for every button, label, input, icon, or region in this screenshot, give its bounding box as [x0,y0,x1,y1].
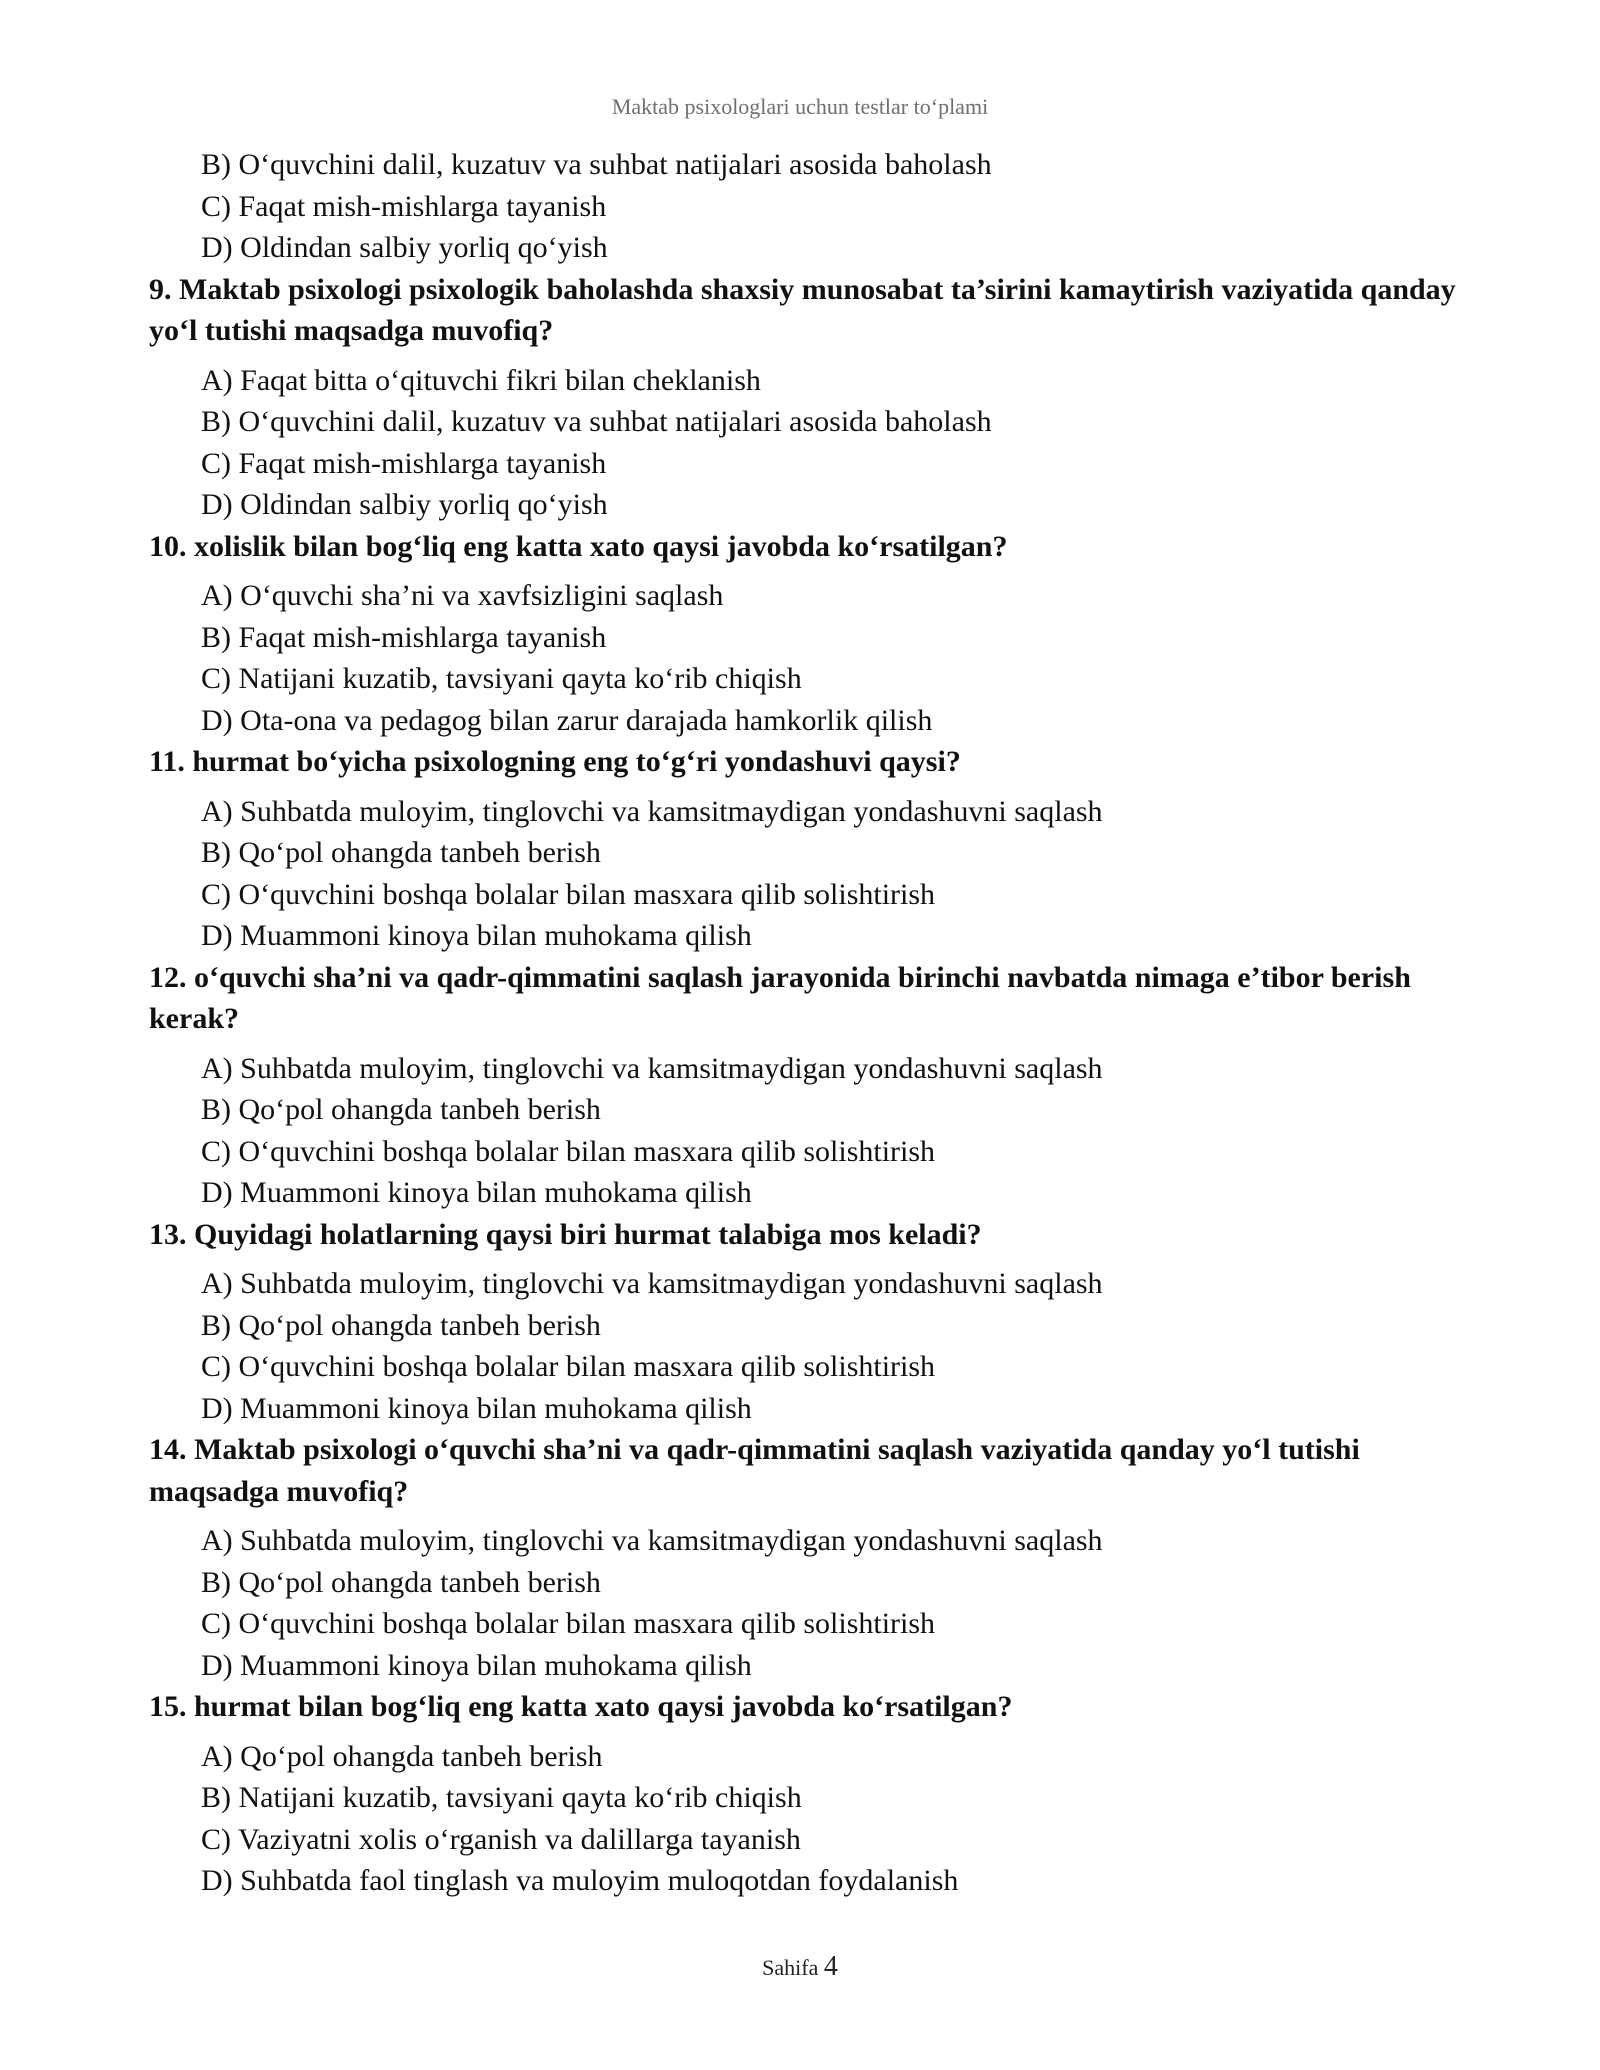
question-block [149,1686,1469,1902]
answer-option: A) Suhbatda muloyim, tinglovchi va kamsitmaydigan yondashuvni saqlash [201,1524,1103,1557]
answer-option: D) Ota-ona va pedagog bilan zarur darajada hamkorlik qilish [201,703,933,737]
answer-option: C) Vaziyatni xolis o‘rganish va dalillarga tayanish [201,1822,801,1856]
answer-option: B) Qo‘pol ohangda tanbeh berish [201,836,601,869]
question-block [149,1429,1469,1686]
answer-option: B) Natijani kuzatib, tavsiyani qayta ko‘rib chiqish [201,1781,802,1814]
answer-option: A) Suhbatda muloyim, tinglovchi va kamsitmaydigan yondashuvni saqlash [201,1267,1103,1300]
question-block [149,269,1469,526]
answer-option: B) O‘quvchini dalil, kuzatuv va suhbat natijalari asosida baholash [201,148,992,181]
question-block [149,957,1469,1214]
test-content [149,144,1469,1902]
question-text: 9. Maktab psixologi psixologik baholashda shaxsiy munosabat ta’sirini kamaytirish vaziyatida qanday yo‘l tutishi maqsadga muvofiq? [149,272,1456,347]
answer-option: D) Muammoni kinoya bilan muhokama qilish [201,1176,752,1209]
answer-option: A) Faqat bitta o‘qituvchi fikri bilan cheklanish [201,363,761,397]
answer-option: C) Faqat mish-mishlarga tayanish [201,189,607,223]
question-text: 15. hurmat bilan bog‘liq eng katta xato qaysi javobda ko‘rsatilgan? [149,1690,1013,1723]
question-block [149,741,1469,957]
question-text: 10. xolislik bilan bog‘liq eng katta xato qaysi javobda ko‘rsatilgan? [149,529,1008,563]
answer-option: B) Qo‘pol ohangda tanbeh berish [201,1093,601,1126]
answer-option: D) Oldindan salbiy yorliq qo‘yish [201,231,608,264]
answer-option: D) Muammoni kinoya bilan muhokama qilish [201,919,752,952]
answer-option: A) Suhbatda muloyim, tinglovchi va kamsitmaydigan yondashuvni saqlash [201,1051,1103,1085]
page-number: 4 [823,1951,838,1982]
question-text: 11. hurmat bo‘yicha psixologning eng to‘g‘ri yondashuvi qaysi? [149,745,961,778]
answer-option: D) Suhbatda faol tinglash va muloyim muloqotdan foydalanish [201,1864,959,1897]
page-label: Sahifa [762,1955,819,1980]
answer-option: A) O‘quvchi sha’ni va xavfsizligini saqlash [201,579,724,612]
answer-option: C) O‘quvchini boshqa bolalar bilan masxara qilib solishtirish [201,877,936,911]
answer-option: A) Suhbatda muloyim, tinglovchi va kamsitmaydigan yondashuvni saqlash [201,794,1103,828]
answer-option: D) Oldindan salbiy yorliq qo‘yish [201,488,608,521]
answer-option: B) Faqat mish-mishlarga tayanish [201,620,607,654]
answer-option: C) Faqat mish-mishlarga tayanish [201,446,607,480]
answer-option: C) O‘quvchini boshqa bolalar bilan masxara qilib solishtirish [201,1607,936,1640]
answer-option: C) O‘quvchini boshqa bolalar bilan masxara qilib solishtirish [201,1350,936,1383]
page-footer [0,1951,1600,1983]
question-text: 12. o‘quvchi sha’ni va qadr-qimmatini saqlash jarayonida birinchi navbatda nimaga e’tibor berish kerak? [149,960,1411,1035]
answer-option: B) Qo‘pol ohangda tanbeh berish [201,1565,601,1599]
page-header: Maktab psixologlari uchun testlar to‘plami [611,94,989,119]
answer-option: B) O‘quvchini dalil, kuzatuv va suhbat natijalari asosida baholash [201,405,992,438]
answer-option: D) Muammoni kinoya bilan muhokama qilish [201,1648,752,1682]
question-text: 14. Maktab psixologi o‘quvchi sha’ni va qadr-qimmatini saqlash vaziyatida qanday yo‘l tutishi maqsadga muvofiq? [149,1433,1360,1508]
answer-option: C) Natijani kuzatib, tavsiyani qayta ko‘rib chiqish [201,662,802,695]
question-block [149,526,1469,742]
answer-option: B) Qo‘pol ohangda tanbeh berish [201,1308,601,1342]
question-block [149,1214,1469,1430]
answer-option: A) Qo‘pol ohangda tanbeh berish [201,1739,603,1773]
answer-option: C) O‘quvchini boshqa bolalar bilan masxara qilib solishtirish [201,1134,936,1168]
answer-option: D) Muammoni kinoya bilan muhokama qilish [201,1391,752,1425]
question-text: 13. Quyidagi holatlarning qaysi biri hurmat talabiga mos keladi? [149,1217,982,1251]
